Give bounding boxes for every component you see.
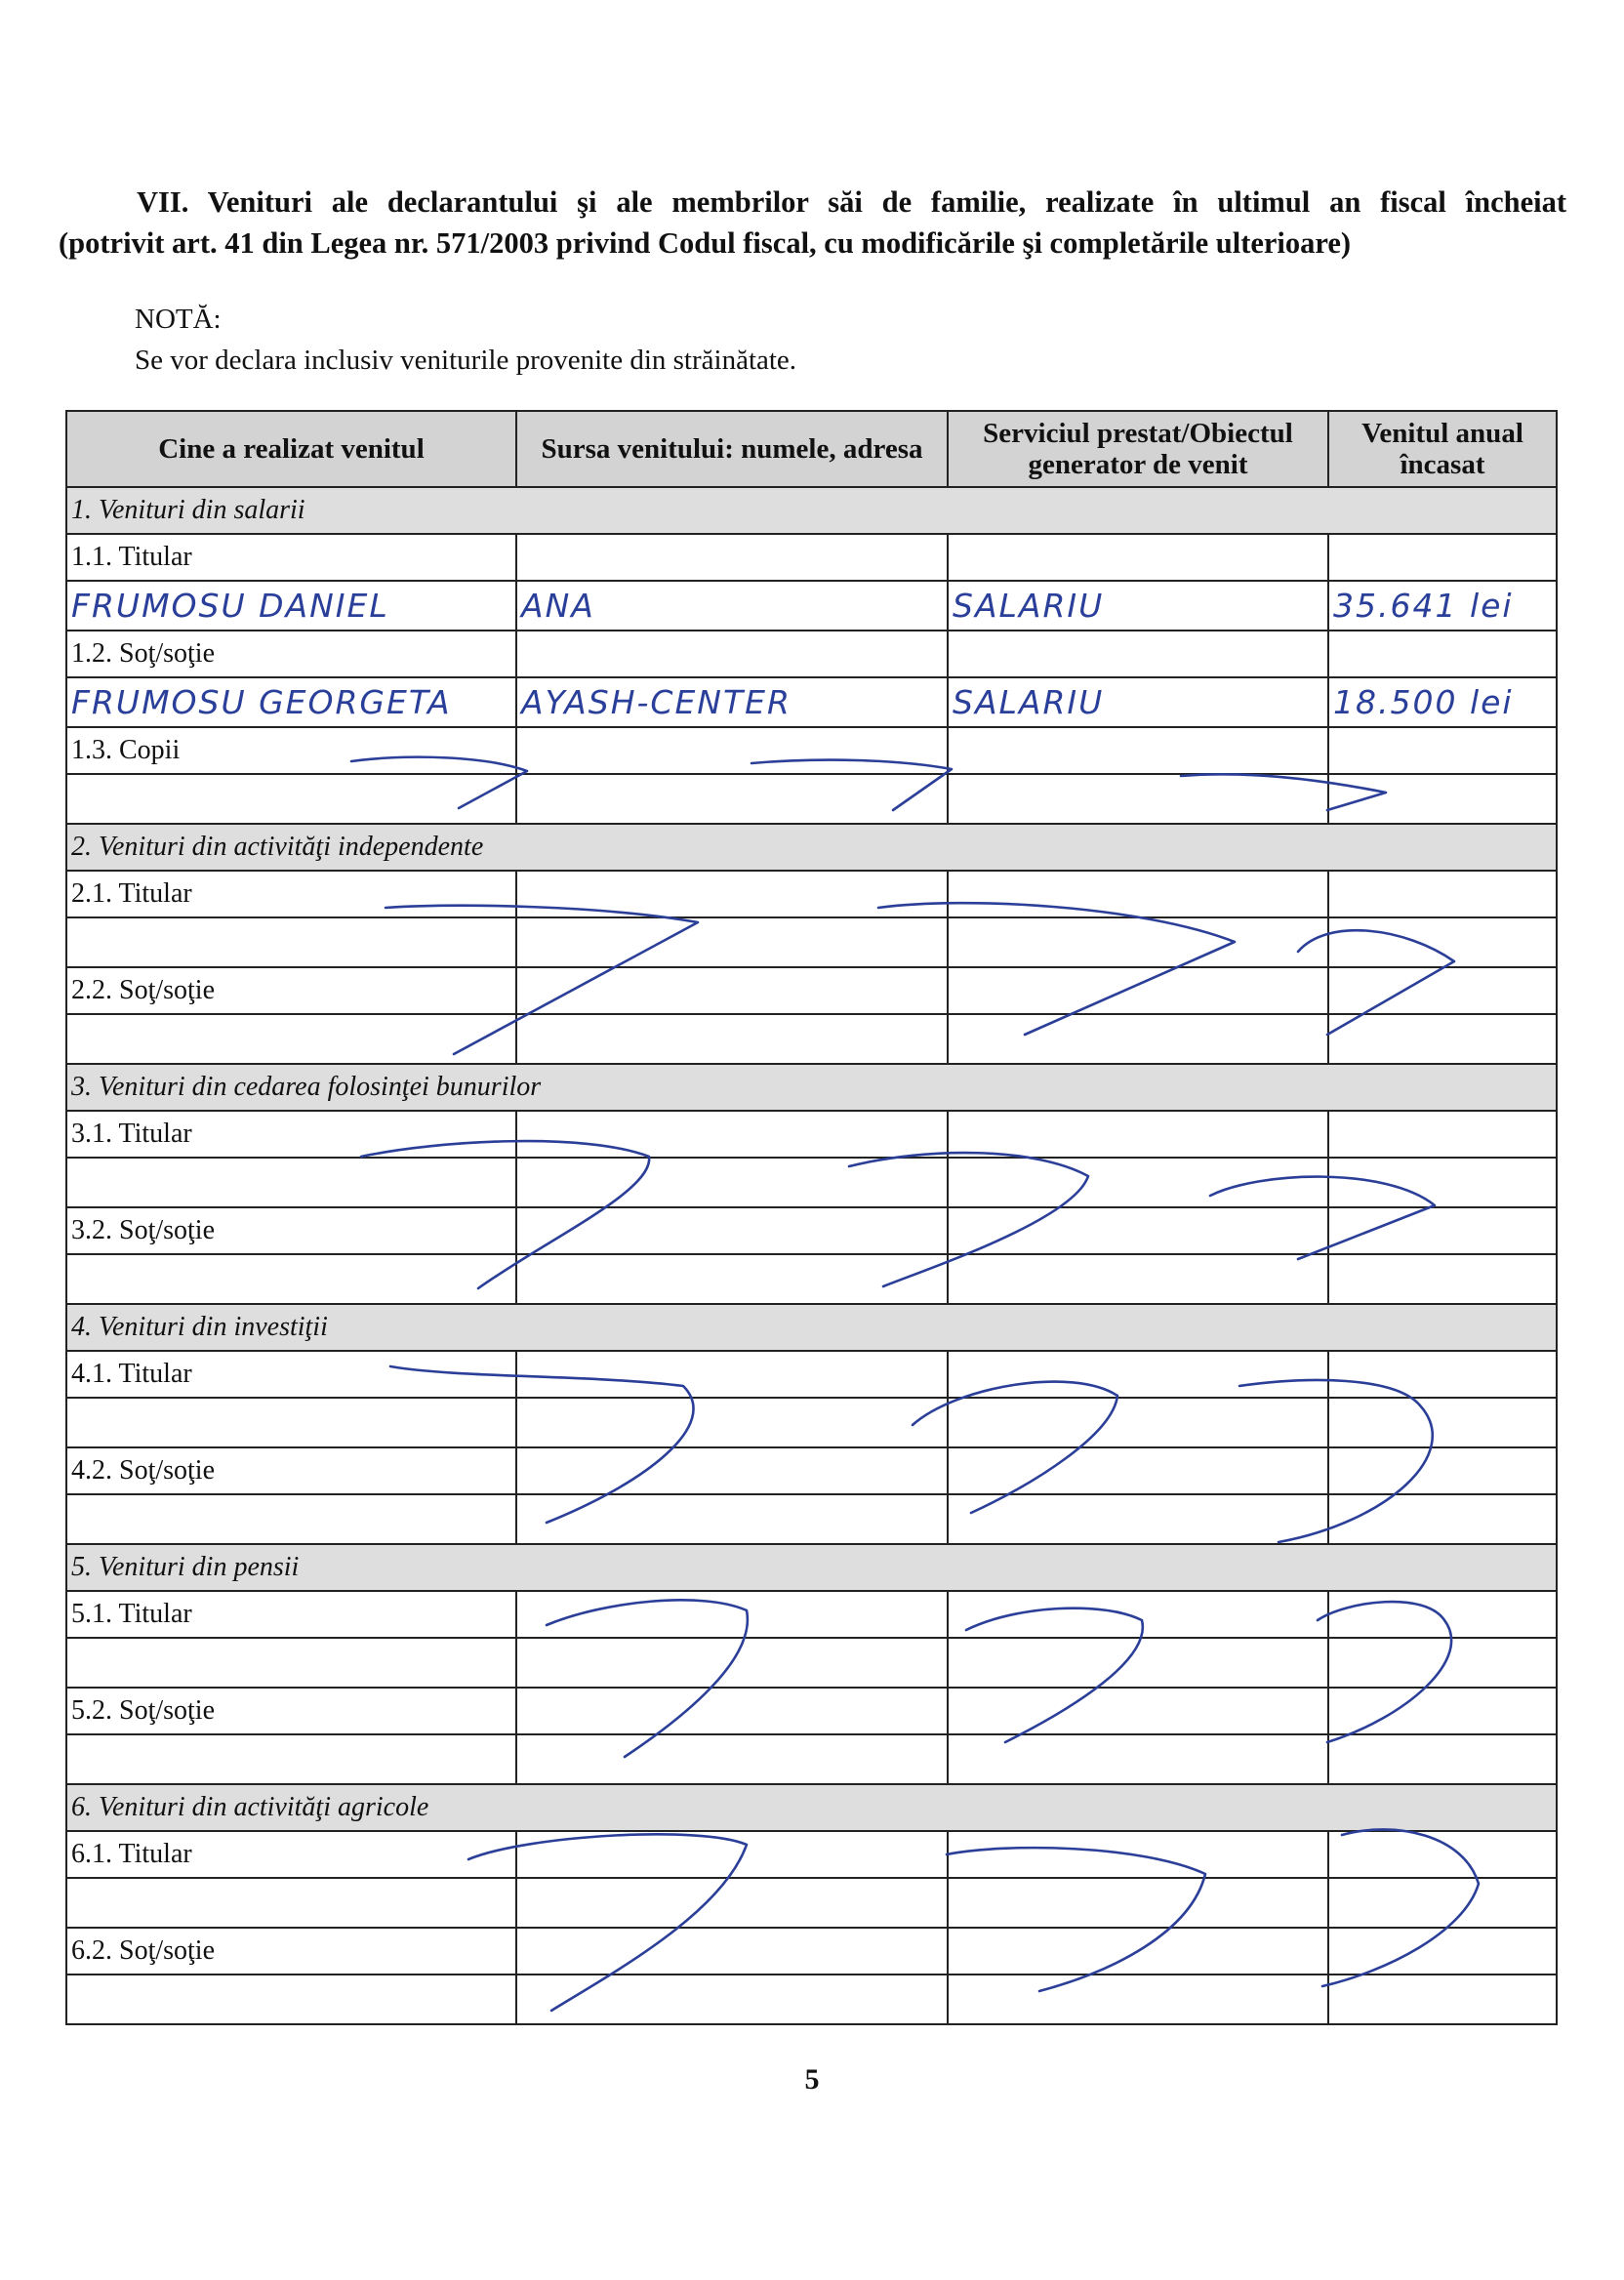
- heading-line-2: (potrivit art. 41 din Legea nr. 571/2003 privind Codul fiscal, cu modificările şi completările ulterioare): [59, 226, 1352, 260]
- section-title: 2. Venituri din activităţi independente: [66, 824, 1557, 871]
- section-title: 4. Venituri din investiţii: [66, 1304, 1557, 1351]
- table-row: [66, 534, 1557, 581]
- table-row-entry: [66, 1494, 1557, 1544]
- section-row: [66, 824, 1557, 871]
- row-label: 1.1. Titular: [66, 534, 516, 581]
- row-label: 5.1. Titular: [66, 1591, 516, 1638]
- entry-service: SALARIU: [948, 677, 1328, 727]
- table-row: [66, 1688, 1557, 1734]
- table-row: [66, 1831, 1557, 1878]
- section-title: 6. Venituri din activităţi agricole: [66, 1784, 1557, 1831]
- table-row-entry: [66, 1254, 1557, 1304]
- heading-line-1: VII. Venituri ale declarantului şi ale membrilor săi de familie, realizate în ultimul an fiscal încheiat: [137, 185, 1566, 219]
- entry-income: 35.641 lei: [1328, 581, 1557, 631]
- income-table: [65, 410, 1558, 2025]
- table-row-entry: [66, 677, 1557, 727]
- header-cell-source: Sursa venitului: numele, adresa: [516, 411, 948, 487]
- row-label: 6.1. Titular: [66, 1831, 516, 1878]
- row-label: 5.2. Soţ/soţie: [66, 1688, 516, 1734]
- section-title: 3. Venituri din cedarea folosinţei bunurilor: [66, 1064, 1557, 1111]
- table-row-entry: [66, 1398, 1557, 1447]
- section-heading: [59, 182, 1566, 264]
- nota-title: NOTĂ:: [135, 304, 222, 335]
- table-row: [66, 1207, 1557, 1254]
- table-row-entry: [66, 1975, 1557, 2024]
- table-row: [66, 1591, 1557, 1638]
- table-row-entry: [66, 581, 1557, 631]
- section-row: [66, 1784, 1557, 1831]
- table-row: [66, 1351, 1557, 1398]
- table-row-entry: [66, 1878, 1557, 1928]
- header-cell-income: Venitul anual încasat: [1328, 411, 1557, 487]
- section-row: [66, 1064, 1557, 1111]
- header-cell-who: Cine a realizat venitul: [66, 411, 516, 487]
- nota-text: Se vor declara inclusiv veniturile provenite din străinătate.: [135, 345, 797, 376]
- row-label: 1.2. Soţ/soţie: [66, 631, 516, 677]
- table-row: [66, 727, 1557, 774]
- table-row: [66, 871, 1557, 917]
- row-label: 2.2. Soţ/soţie: [66, 967, 516, 1014]
- section-row: [66, 487, 1557, 534]
- table-header-row: [66, 411, 1557, 487]
- row-label: 3.1. Titular: [66, 1111, 516, 1158]
- table-row: [66, 1111, 1557, 1158]
- table-row-entry: [66, 1158, 1557, 1207]
- table-row: [66, 1928, 1557, 1975]
- section-title: 1. Venituri din salarii: [66, 487, 1557, 534]
- entry-source: ANA: [516, 581, 948, 631]
- table-row: [66, 967, 1557, 1014]
- header-cell-service: Serviciul prestat/Obiectul generator de venit: [948, 411, 1328, 487]
- table-row-entry: [66, 1734, 1557, 1784]
- table-row-entry: [66, 774, 1557, 824]
- table-row: [66, 631, 1557, 677]
- entry-who: FRUMOSU GEORGETA: [66, 677, 516, 727]
- row-label: 3.2. Soţ/soţie: [66, 1207, 516, 1254]
- entry-income: 18.500 lei: [1328, 677, 1557, 727]
- row-label: 4.2. Soţ/soţie: [66, 1447, 516, 1494]
- table-row: [66, 1447, 1557, 1494]
- entry-who: FRUMOSU DANIEL: [66, 581, 516, 631]
- entry-service: SALARIU: [948, 581, 1328, 631]
- row-label: 4.1. Titular: [66, 1351, 516, 1398]
- table-row-entry: [66, 1638, 1557, 1688]
- row-label: 2.1. Titular: [66, 871, 516, 917]
- row-label: 1.3. Copii: [66, 727, 516, 774]
- section-row: [66, 1544, 1557, 1591]
- section-title: 5. Venituri din pensii: [66, 1544, 1557, 1591]
- table-row-entry: [66, 917, 1557, 967]
- entry-source: AYASH-CENTER: [516, 677, 948, 727]
- row-label: 6.2. Soţ/soţie: [66, 1928, 516, 1975]
- page-number: 5: [804, 2063, 820, 2096]
- nota-block: [135, 299, 796, 381]
- section-row: [66, 1304, 1557, 1351]
- table-row-entry: [66, 1014, 1557, 1064]
